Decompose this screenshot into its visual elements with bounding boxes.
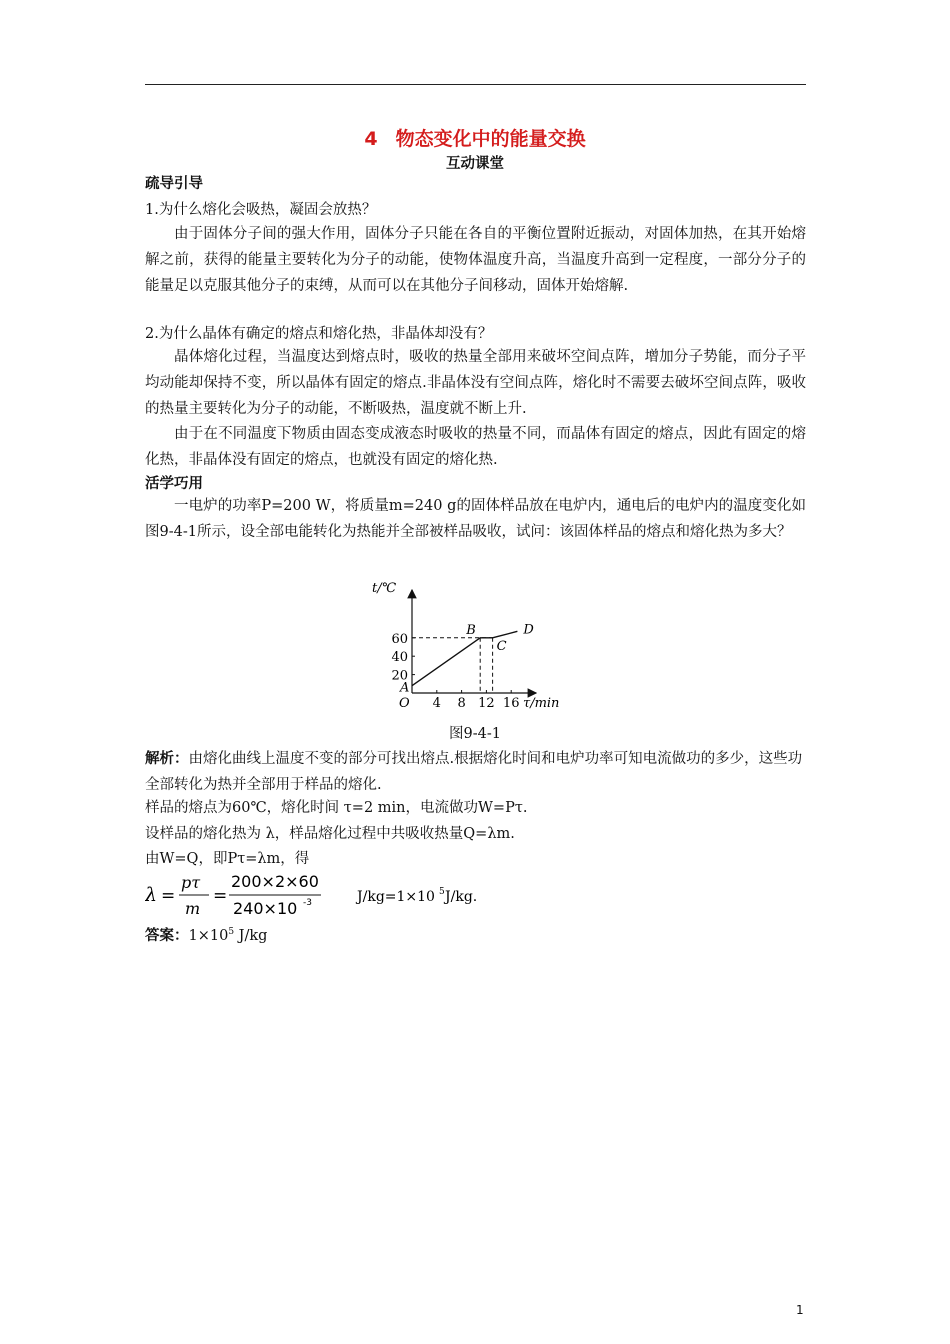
- practice-problem: 一电炉的功率P=200 W，将质量m=240 g的固体样品放在电炉内，通电后的电炉内的温度变化如图9-4-1所示，设全部电能转化为热能并全部被样品吸收，试问：该固体样品的熔点和熔化热为多大？: [145, 498, 806, 540]
- heat-of-fusion-formula: [145, 870, 645, 920]
- formula-numerator-2: 200×2×60: [231, 872, 319, 891]
- answer-1: 由于固体分子间的强大作用，固体分子只能在各自的平衡位置附近振动，对固体加热，在其开始熔解之前，获得的能量主要转化为分子的动能，使物体温度升高，当温度升高到一定程度，一部分分子的能量足以克服其他分子的束缚，从而可以在其他分子间移动，固体开始熔解.: [145, 226, 806, 294]
- formula-result-exponent: 5: [439, 887, 445, 897]
- page-title: [0, 124, 950, 151]
- analysis-text: [145, 747, 806, 799]
- answer-value: 1×10: [188, 928, 229, 944]
- analysis-label: 解析：: [145, 751, 189, 767]
- y-tick-label-40: 40: [391, 650, 408, 666]
- formula-lambda: λ: [145, 884, 158, 906]
- melting-curve-chart: [370, 576, 570, 716]
- title-number: 4: [364, 128, 378, 150]
- section-heading-practice: 活学巧用: [145, 476, 203, 492]
- analysis-line-2: 样品的熔点为60℃，熔化时间 τ=2 min，电流做功W=Pτ.: [145, 800, 528, 816]
- page-number: 1: [796, 1303, 804, 1317]
- analysis-line-4: 由W=Q，即Pτ=λm，得: [145, 851, 310, 867]
- answer-exponent: 5: [228, 927, 235, 937]
- answer-label: 答案：: [145, 928, 189, 944]
- formula-denominator-1: m: [185, 899, 201, 918]
- x-tick-label-4: 4: [432, 696, 441, 711]
- formula-denominator-2: 240×10: [233, 899, 298, 918]
- answer-line: [145, 923, 267, 945]
- answer-unit: J/kg: [234, 928, 268, 944]
- question-2: 2.为什么晶体有确定的熔点和熔化热，非晶体却没有？: [145, 326, 493, 342]
- page-subtitle: 互动课堂: [446, 156, 504, 172]
- question-1: 1.为什么熔化会吸热，凝固会放热？: [145, 202, 377, 218]
- x-tick-label-16: 16: [502, 696, 520, 711]
- point-label-d: D: [523, 622, 534, 638]
- point-label-b: B: [466, 622, 476, 638]
- origin-label: O: [399, 696, 410, 711]
- title-text: 物态变化中的能量交换: [395, 128, 586, 150]
- point-label-c: C: [496, 638, 507, 654]
- y-axis-label: t/℃: [372, 581, 397, 596]
- x-tick-label-8: 8: [457, 696, 466, 711]
- formula-numerator-1: pτ: [181, 873, 201, 892]
- formula-result: J/kg=1×10: [357, 889, 435, 905]
- formula-result-unit: J/kg.: [445, 889, 478, 905]
- analysis-line-3: 设样品的熔化热为 λ，样品熔化过程中共吸收热量Q=λm.: [145, 826, 515, 842]
- formula-equals-1: =: [161, 886, 176, 906]
- formula-equals-2: =: [213, 886, 228, 906]
- formula-denominator-exponent: -3: [303, 898, 312, 908]
- answer-2-paragraph-1: 晶体熔化过程，当温度达到熔点时，吸收的热量全部用来破坏空间点阵，增加分子势能，而分子平均动能却保持不变，所以晶体有固定的熔点.非晶体没有空间点阵，熔化时不需要去破坏空间点阵，吸收的热量主要转化为分子的动能，不断吸热，温度就不断上升.: [145, 349, 806, 417]
- answer-2-paragraph-2: 由于在不同温度下物质由固态变成液态时吸收的热量不同，而晶体有固定的熔点，因此有固定的熔化热，非晶体没有固定的熔点，也就没有固定的熔化热.: [145, 426, 806, 468]
- x-axis-label: τ/min: [523, 696, 560, 711]
- analysis-body: 由熔化曲线上温度不变的部分可找出熔点.根据熔化时间和电炉功率可知电流做功的多少，这些功全部转化为热并全部用于样品的熔化.: [145, 751, 803, 793]
- section-heading-guide: 疏导引导: [145, 176, 203, 192]
- figure-caption: 图9-4-1: [449, 726, 501, 742]
- header-rule: [145, 84, 806, 85]
- y-tick-label-60: 60: [391, 631, 408, 647]
- point-label-a: A: [400, 680, 410, 696]
- y-tick-label-20: 20: [391, 668, 408, 684]
- x-tick-label-12: 12: [478, 696, 495, 711]
